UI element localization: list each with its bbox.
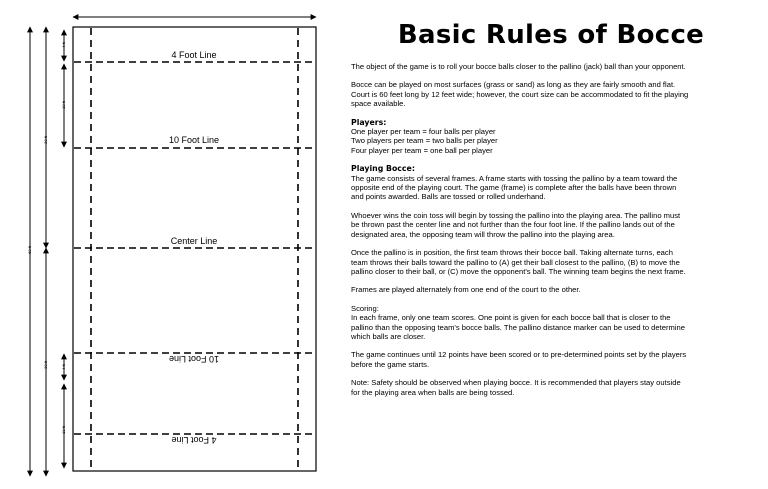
text-line: Once the pallino is in position, the first team throws their bocce ball. Taking alternate turns, each	[351, 248, 673, 258]
court-outline	[73, 27, 316, 471]
text-line: before the game starts.	[351, 359, 430, 369]
note-paragraph	[351, 378, 751, 397]
continue-paragraph	[351, 350, 751, 369]
dim-bottom-30ft: 30 ft	[43, 361, 48, 369]
text-line: In each frame, only one team scores. One point is given for each bocce ball that is closer to the	[351, 313, 671, 323]
text-line: be thrown past the center line and not further than the four foot line. If the pallino lands out of the	[351, 220, 675, 230]
text-line: Court is 60 feet long by 12 feet wide; however, the court size can be accommodated to fit the playing	[351, 89, 689, 99]
scoring-section	[351, 304, 751, 342]
text-line: pallino than the opposing team's bocce balls. The pallino distance marker can be used to determine	[351, 322, 685, 332]
text-line: Note: Safety should be observed when playing bocce. It is recommended that players stay outside	[351, 378, 681, 388]
text-line: designated area, the opposing team will throw the pallino into the playing area.	[351, 229, 615, 239]
foot-line-top-label: 4 Foot Line	[171, 50, 217, 60]
text-line: and points awarded. Balls are tossed or rolled underhand.	[351, 192, 546, 202]
dim-top-30ft: 30 ft	[43, 136, 48, 144]
coin-toss-paragraph	[351, 211, 751, 239]
text-line: Whoever wins the coin toss will begin by tossing the pallino into the playing area. The pallino must	[351, 210, 681, 220]
text-line: for the playing area when balls are being tossed.	[351, 387, 515, 397]
text-line: The game consists of several frames. A frame starts with tossing the pallino by a team toward the	[351, 173, 678, 183]
ten-foot-line-bottom-label: 10 Foot Line	[168, 354, 220, 364]
center-line-label: Center Line	[170, 236, 218, 246]
text-line: Four player per team = one ball per player	[351, 145, 493, 155]
text-line: opposite end of the playing court. The game (frame) is complete after the balls have been thrown	[351, 183, 677, 193]
text-line: space available.	[351, 99, 406, 109]
foot-line-bottom-label: 4 Foot Line	[171, 435, 217, 445]
playing-heading: Playing Bocce:	[351, 164, 415, 174]
text-line: pallino closer to their ball, or (C) move the opponent's ball. The winning team begins the next frame.	[351, 266, 686, 276]
text-line: Bocce can be played on most surfaces (grass or sand) as long as they are fairly smooth and flat.	[351, 80, 676, 90]
dim-total-60ft: 60 ft	[27, 246, 32, 254]
dim-top-10ft: 10 ft	[61, 101, 66, 109]
surface-paragraph	[351, 80, 751, 108]
playing-section	[351, 164, 751, 202]
text-line: One player per team = four balls per player	[351, 127, 496, 137]
intro-paragraph: The object of the game is to roll your bocce balls closer to the pallino (jack) ball than your opponent.	[351, 62, 686, 71]
turns-paragraph	[351, 248, 751, 276]
ten-foot-line-top-label: 10 Foot Line	[168, 135, 220, 145]
text-line: The game continues until 12 points have been scored or to pre-determined points set by the players	[351, 350, 687, 360]
players-section	[351, 118, 751, 156]
scoring-heading: Scoring:	[351, 303, 379, 313]
dim-bottom-4ft: 4 ft	[61, 364, 66, 370]
players-heading: Players:	[351, 117, 387, 127]
rules-panel	[351, 20, 751, 406]
text-line: which balls are closer.	[351, 331, 426, 341]
frames-paragraph: Frames are played alternately from one end of the court to the other.	[351, 285, 581, 295]
text-line: team throws their balls toward the pallino to (A) get their ball closest to the pallino, (B) to move the	[351, 257, 680, 267]
dim-bottom-10ft: 10 ft	[61, 426, 66, 434]
court-diagram	[0, 0, 340, 489]
text-line: Two players per team = two balls per player	[351, 136, 498, 146]
dim-top-4ft: 4 ft	[61, 42, 66, 48]
page-title: Basic Rules of Bocce	[397, 20, 705, 50]
